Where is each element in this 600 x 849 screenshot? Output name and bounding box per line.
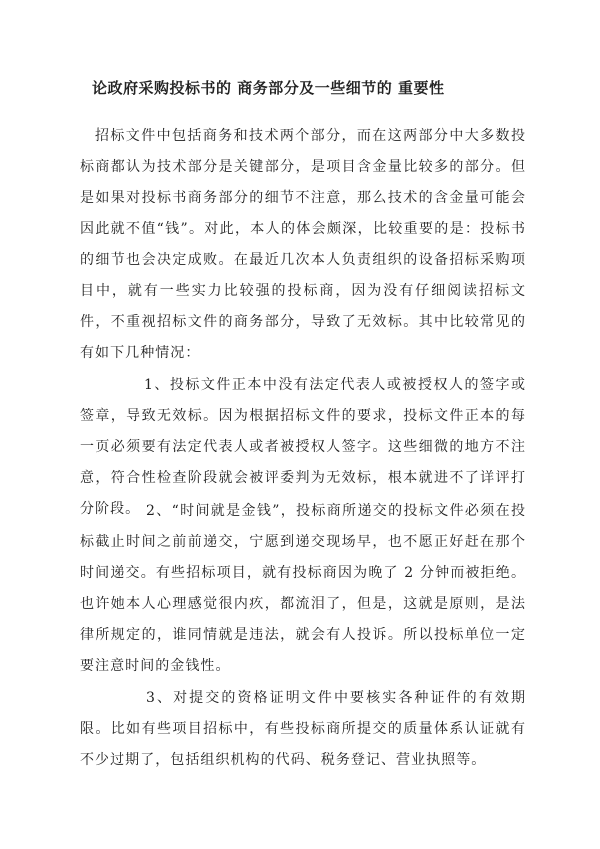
document-title: 论政府采购投标书的 商务部分及一些细节的 重要性	[92, 79, 445, 97]
item-2-paragraph: 2、“时间就是金钱”，投标商所递交的投标文件必须在投标截止时间之前前递交，宁愿到递交现场早，也不愿正好赶在那个时间递交。有些招标项目，就有投标商因为晚了 2 分钟而被拒绝。也许她本人心理感觉很内疚，都流泪了，但是，这就是原则，是法律所规定的，谁同情就是违法，就会有人投诉。所以投标单位一定要注意时间的金钱性。	[80, 503, 526, 674]
item-3-paragraph: 3、对提交的资格证明文件中要核实各种证件的有效期限。比如有些项目招标中，有些投标商所提交的质量体系认证就有不少过期了，包括组织机构的代码、税务登记、营业执照等。	[80, 690, 526, 768]
item-1-paragraph: 1、投标文件正本中没有法定代表人或被授权人的签字或签章，导致无效标。因为根据招标文件的要求，投标文件正本的每一页必须要有法定代表人或者被授权人签字。这些细微的地方不注意，符合性检查阶段就会被评委判为无效标，根本就进不了详评打分阶段。	[80, 377, 526, 517]
intro-paragraph: 招标文件中包括商务和技术两个部分，而在这两部分中大多数投标商都认为技术部分是关键部分，是项目含金量比较多的部分。但是如果对投标书商务部分的细节不注意，那么技术的含金量可能会因此就不值“钱”。对此，本人的体会颇深，比较重要的是：投标书的细节也会决定成败。在最近几次本人负责组织的设备招标采购项目中，就有一些实力比较强的投标商，因为没有仔细阅读招标文件，不重视招标文件的商务部分，导致了无效标。其中比较常见的有如下几种情况：	[80, 128, 526, 361]
